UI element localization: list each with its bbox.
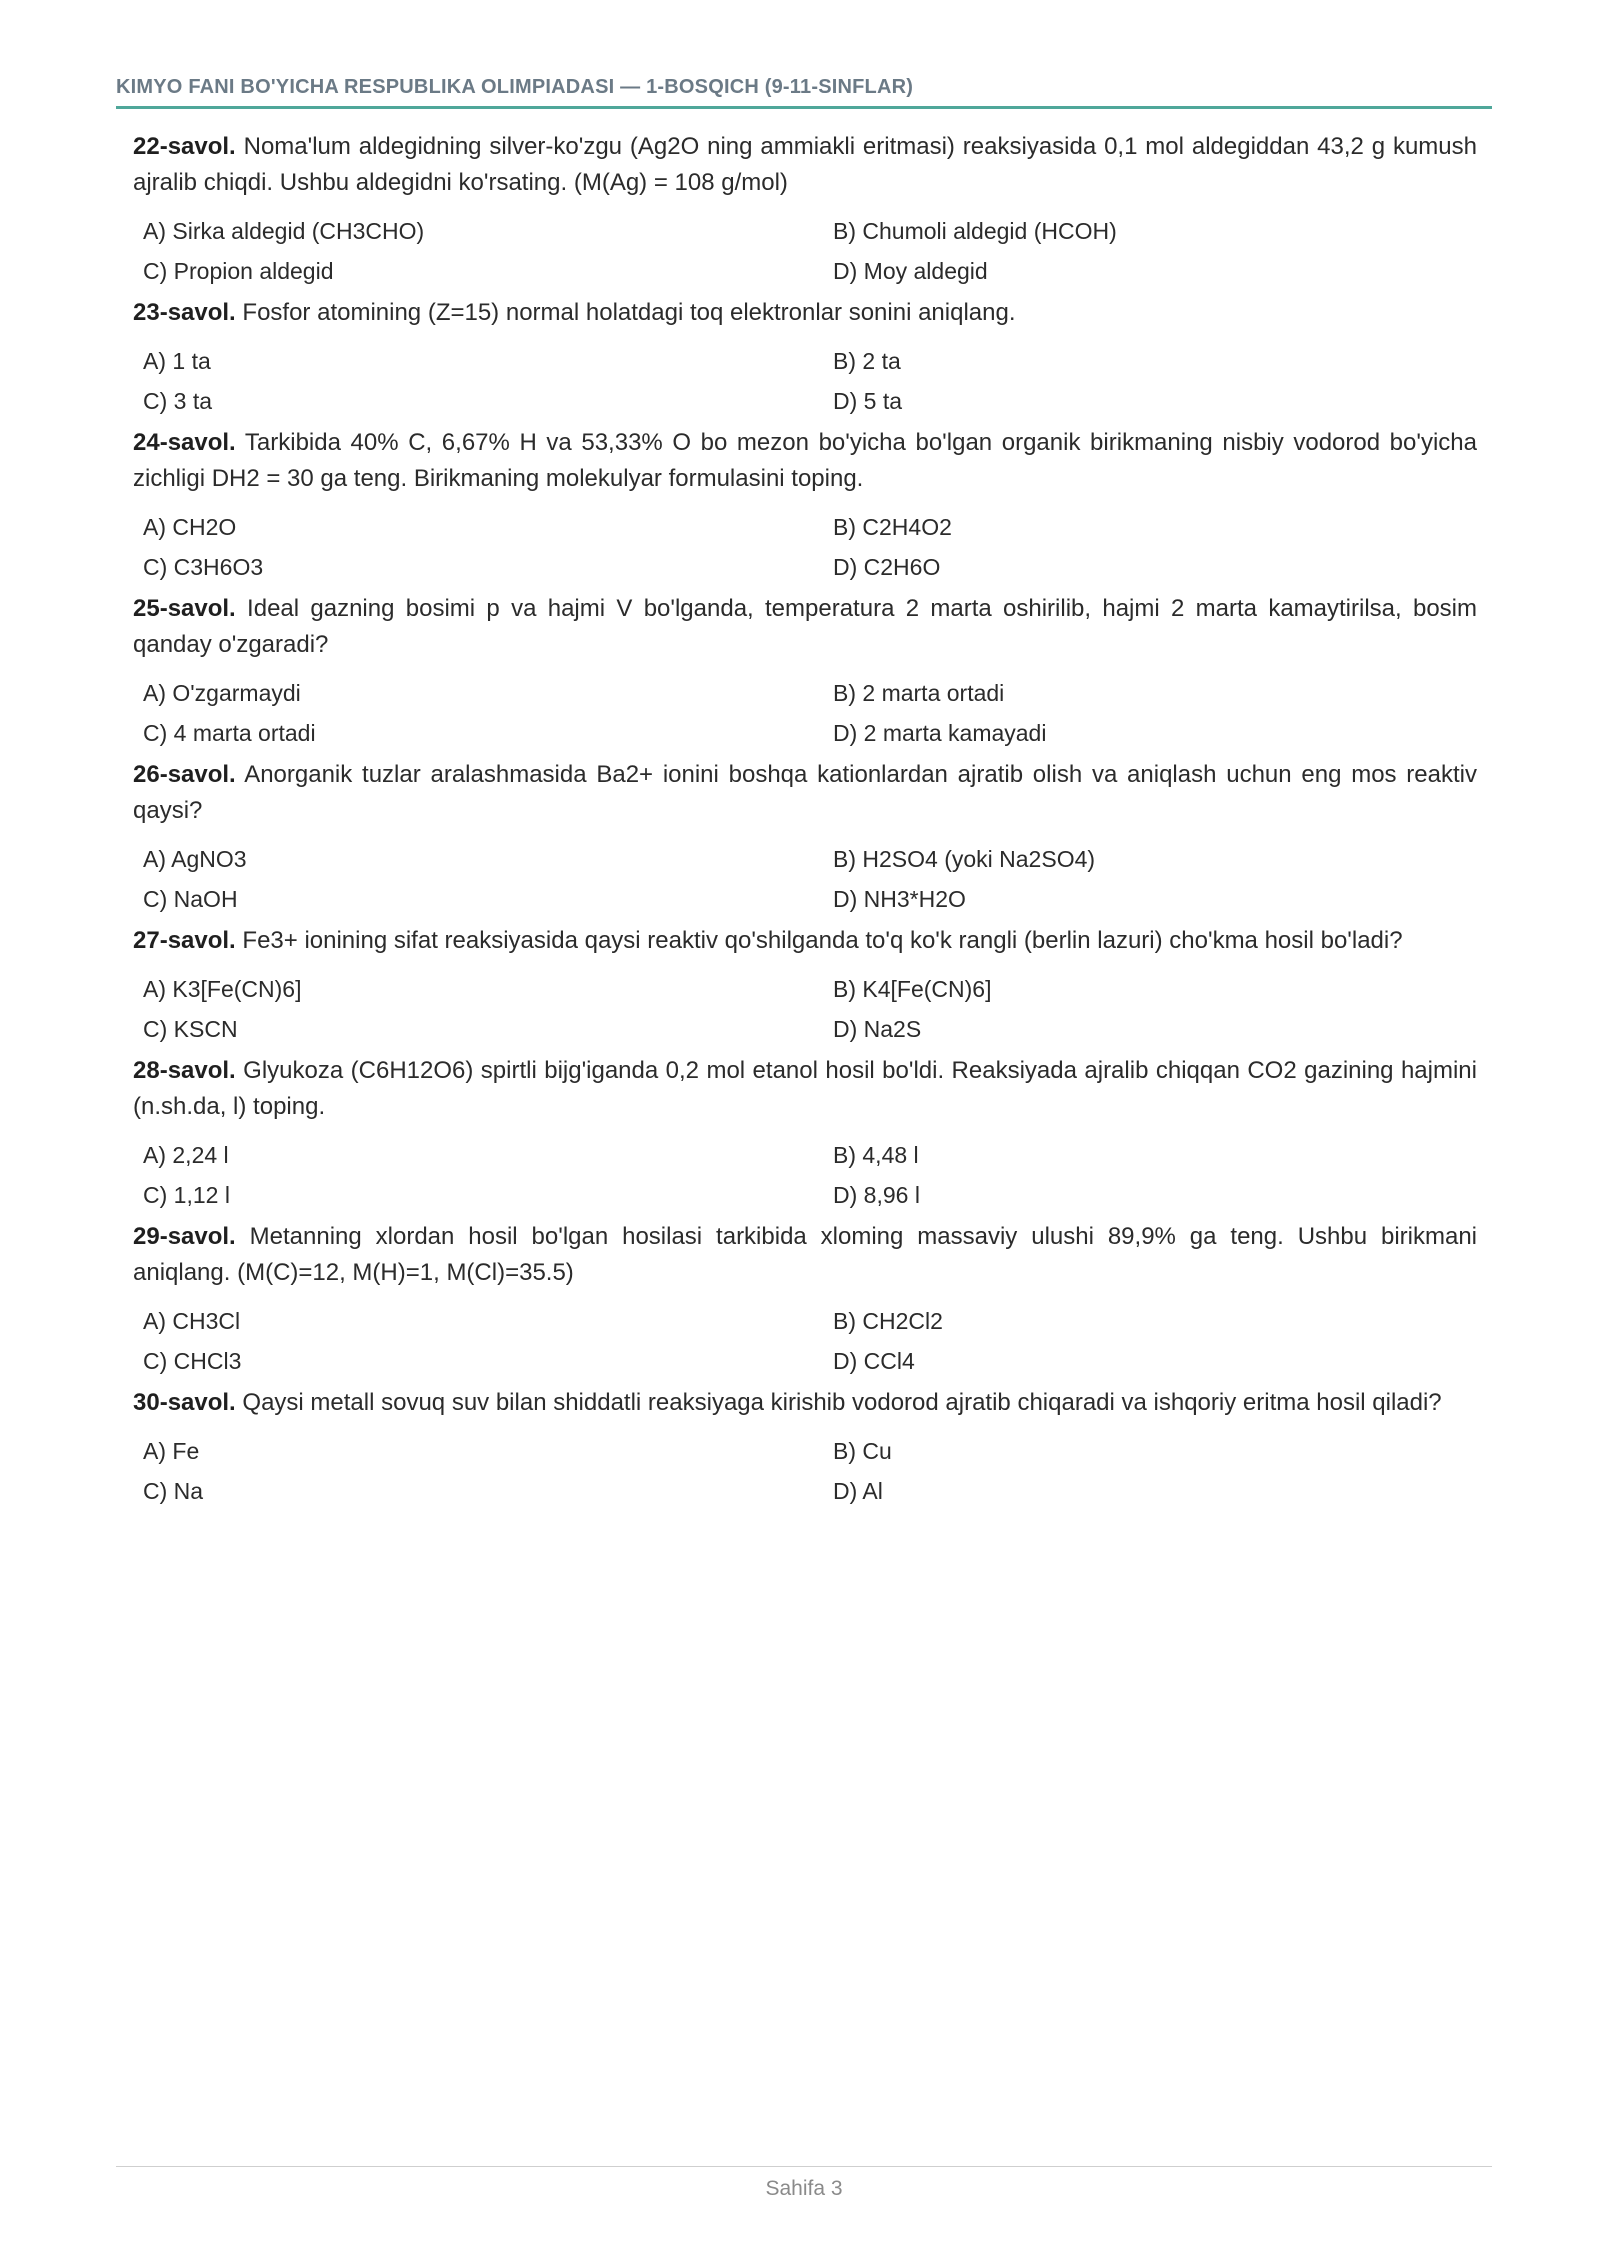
- question-text: [133, 757, 1477, 829]
- question-24: [133, 425, 1477, 587]
- option-d[interactable]: D) Na2S: [833, 1016, 922, 1042]
- answer-options: [133, 839, 1477, 919]
- option-c[interactable]: C) C3H6O3: [143, 554, 264, 580]
- question-body: Noma'lum aldegidning silver-ko'zgu (Ag2O ning ammiakli eritmasi) reaksiyasida 0,1 mol aldegiddan 43,2 g kumush ajralib chiqdi. Ushbu aldegidni ko'rsating. (M(Ag) = 108 g/mol): [133, 133, 1477, 196]
- option-a[interactable]: A) O'zgarmaydi: [143, 680, 301, 706]
- option-c[interactable]: C) NaOH: [143, 886, 238, 912]
- answer-options: [133, 969, 1477, 1049]
- question-text: [133, 1053, 1477, 1125]
- page-header: [116, 72, 1492, 109]
- option-d[interactable]: D) 8,96 l: [833, 1182, 920, 1208]
- option-c[interactable]: C) 1,12 l: [143, 1182, 230, 1208]
- question-number: 23-savol.: [133, 299, 236, 326]
- option-b[interactable]: B) C2H4O2: [833, 514, 952, 540]
- option-d[interactable]: D) Moy aldegid: [833, 258, 988, 284]
- question-27: [133, 923, 1477, 1049]
- option-a[interactable]: A) 2,24 l: [143, 1142, 229, 1168]
- question-text: [133, 295, 1477, 331]
- question-30: [133, 1385, 1477, 1511]
- question-23: [133, 295, 1477, 421]
- question-text: [133, 1385, 1477, 1421]
- option-c[interactable]: C) Propion aldegid: [143, 258, 334, 284]
- option-a[interactable]: A) AgNO3: [143, 846, 247, 872]
- option-c[interactable]: C) 4 marta ortadi: [143, 720, 316, 746]
- option-a[interactable]: A) K3[Fe(CN)6]: [143, 976, 302, 1002]
- question-22: [133, 129, 1477, 291]
- question-number: 22-savol.: [133, 133, 236, 160]
- option-b[interactable]: B) CH2Cl2: [833, 1308, 943, 1334]
- question-number: 27-savol.: [133, 927, 236, 954]
- question-29: [133, 1219, 1477, 1381]
- question-body: Anorganik tuzlar aralashmasida Ba2+ ionini boshqa kationlardan ajratib olish va aniqlash uchun eng mos reaktiv qaysi?: [133, 761, 1477, 824]
- option-b[interactable]: B) Chumoli aldegid (HCOH): [833, 218, 1117, 244]
- question-text: [133, 923, 1477, 959]
- answer-options: [133, 341, 1477, 421]
- question-body: Fe3+ ionining sifat reaksiyasida qaysi reaktiv qo'shilganda to'q ko'k rangli (berlin lazuri) cho'kma hosil bo'ladi?: [242, 927, 1403, 954]
- page-footer: [116, 2166, 1492, 2200]
- option-b[interactable]: B) Cu: [833, 1438, 892, 1464]
- option-a[interactable]: A) 1 ta: [143, 348, 211, 374]
- question-list: [133, 129, 1477, 1515]
- answer-options: [133, 1431, 1477, 1511]
- option-d[interactable]: D) C2H6O: [833, 554, 941, 580]
- option-d[interactable]: D) 5 ta: [833, 388, 903, 414]
- question-26: [133, 757, 1477, 919]
- question-number: 30-savol.: [133, 1389, 236, 1416]
- header-title: KIMYO FANI BO'YICHA RESPUBLIKA OLIMPIADASI — 1-BOSQICH (9-11-SINFLAR): [116, 76, 914, 98]
- question-25: [133, 591, 1477, 753]
- page-number: Sahifa 3: [765, 2177, 843, 2200]
- question-body: Glyukoza (C6H12O6) spirtli bijg'iganda 0,2 mol etanol hosil bo'ldi. Reaksiyada ajralib chiqqan CO2 gazining hajmini (n.sh.da, l) toping.: [133, 1057, 1477, 1120]
- question-number: 24-savol.: [133, 429, 236, 456]
- option-a[interactable]: A) CH3Cl: [143, 1308, 241, 1334]
- option-a[interactable]: A) CH2O: [143, 514, 237, 540]
- option-b[interactable]: B) 2 ta: [833, 348, 901, 374]
- question-28: [133, 1053, 1477, 1215]
- question-number: 26-savol.: [133, 761, 236, 788]
- option-d[interactable]: D) CCl4: [833, 1348, 915, 1374]
- option-b[interactable]: B) H2SO4 (yoki Na2SO4): [833, 846, 1096, 872]
- option-c[interactable]: C) 3 ta: [143, 388, 213, 414]
- question-body: Metanning xlordan hosil bo'lgan hosilasi tarkibida xloming massaviy ulushi 89,9% ga teng. Ushbu birikmani aniqlang. (M(C)=12, M(H)=1, M(Cl)=35.5): [133, 1223, 1477, 1286]
- option-d[interactable]: D) NH3*H2O: [833, 886, 966, 912]
- question-body: Fosfor atomining (Z=15) normal holatdagi toq elektronlar sonini aniqlang.: [242, 299, 1016, 326]
- option-d[interactable]: D) Al: [833, 1478, 883, 1504]
- question-number: 29-savol.: [133, 1223, 236, 1250]
- option-a[interactable]: A) Sirka aldegid (CH3CHO): [143, 218, 425, 244]
- option-d[interactable]: D) 2 marta kamayadi: [833, 720, 1047, 746]
- answer-options: [133, 1135, 1477, 1215]
- option-b[interactable]: B) K4[Fe(CN)6]: [833, 976, 992, 1002]
- question-text: [133, 591, 1477, 663]
- option-c[interactable]: C) CHCl3: [143, 1348, 242, 1374]
- question-number: 25-savol.: [133, 595, 236, 622]
- option-a[interactable]: A) Fe: [143, 1438, 200, 1464]
- question-body: Qaysi metall sovuq suv bilan shiddatli reaksiyaga kirishib vodorod ajratib chiqaradi va ishqoriy eritma hosil qiladi?: [242, 1389, 1442, 1416]
- option-c[interactable]: C) Na: [143, 1478, 204, 1504]
- option-b[interactable]: B) 2 marta ortadi: [833, 680, 1005, 706]
- question-text: [133, 129, 1477, 201]
- answer-options: [133, 507, 1477, 587]
- question-body: Ideal gazning bosimi p va hajmi V bo'lganda, temperatura 2 marta oshirilib, hajmi 2 marta kamaytirilsa, bosim qanday o'zgaradi?: [133, 595, 1477, 658]
- option-b[interactable]: B) 4,48 l: [833, 1142, 919, 1168]
- question-body: Tarkibida 40% C, 6,67% H va 53,33% O bo mezon bo'yicha bo'lgan organik birikmaning nisbiy vodorod bo'yicha zichligi DH2 = 30 ga teng. Birikmaning molekulyar formulasini toping.: [133, 429, 1477, 492]
- answer-options: [133, 1301, 1477, 1381]
- question-text: [133, 1219, 1477, 1291]
- option-c[interactable]: C) KSCN: [143, 1016, 238, 1042]
- question-text: [133, 425, 1477, 497]
- answer-options: [133, 211, 1477, 291]
- answer-options: [133, 673, 1477, 753]
- question-number: 28-savol.: [133, 1057, 236, 1084]
